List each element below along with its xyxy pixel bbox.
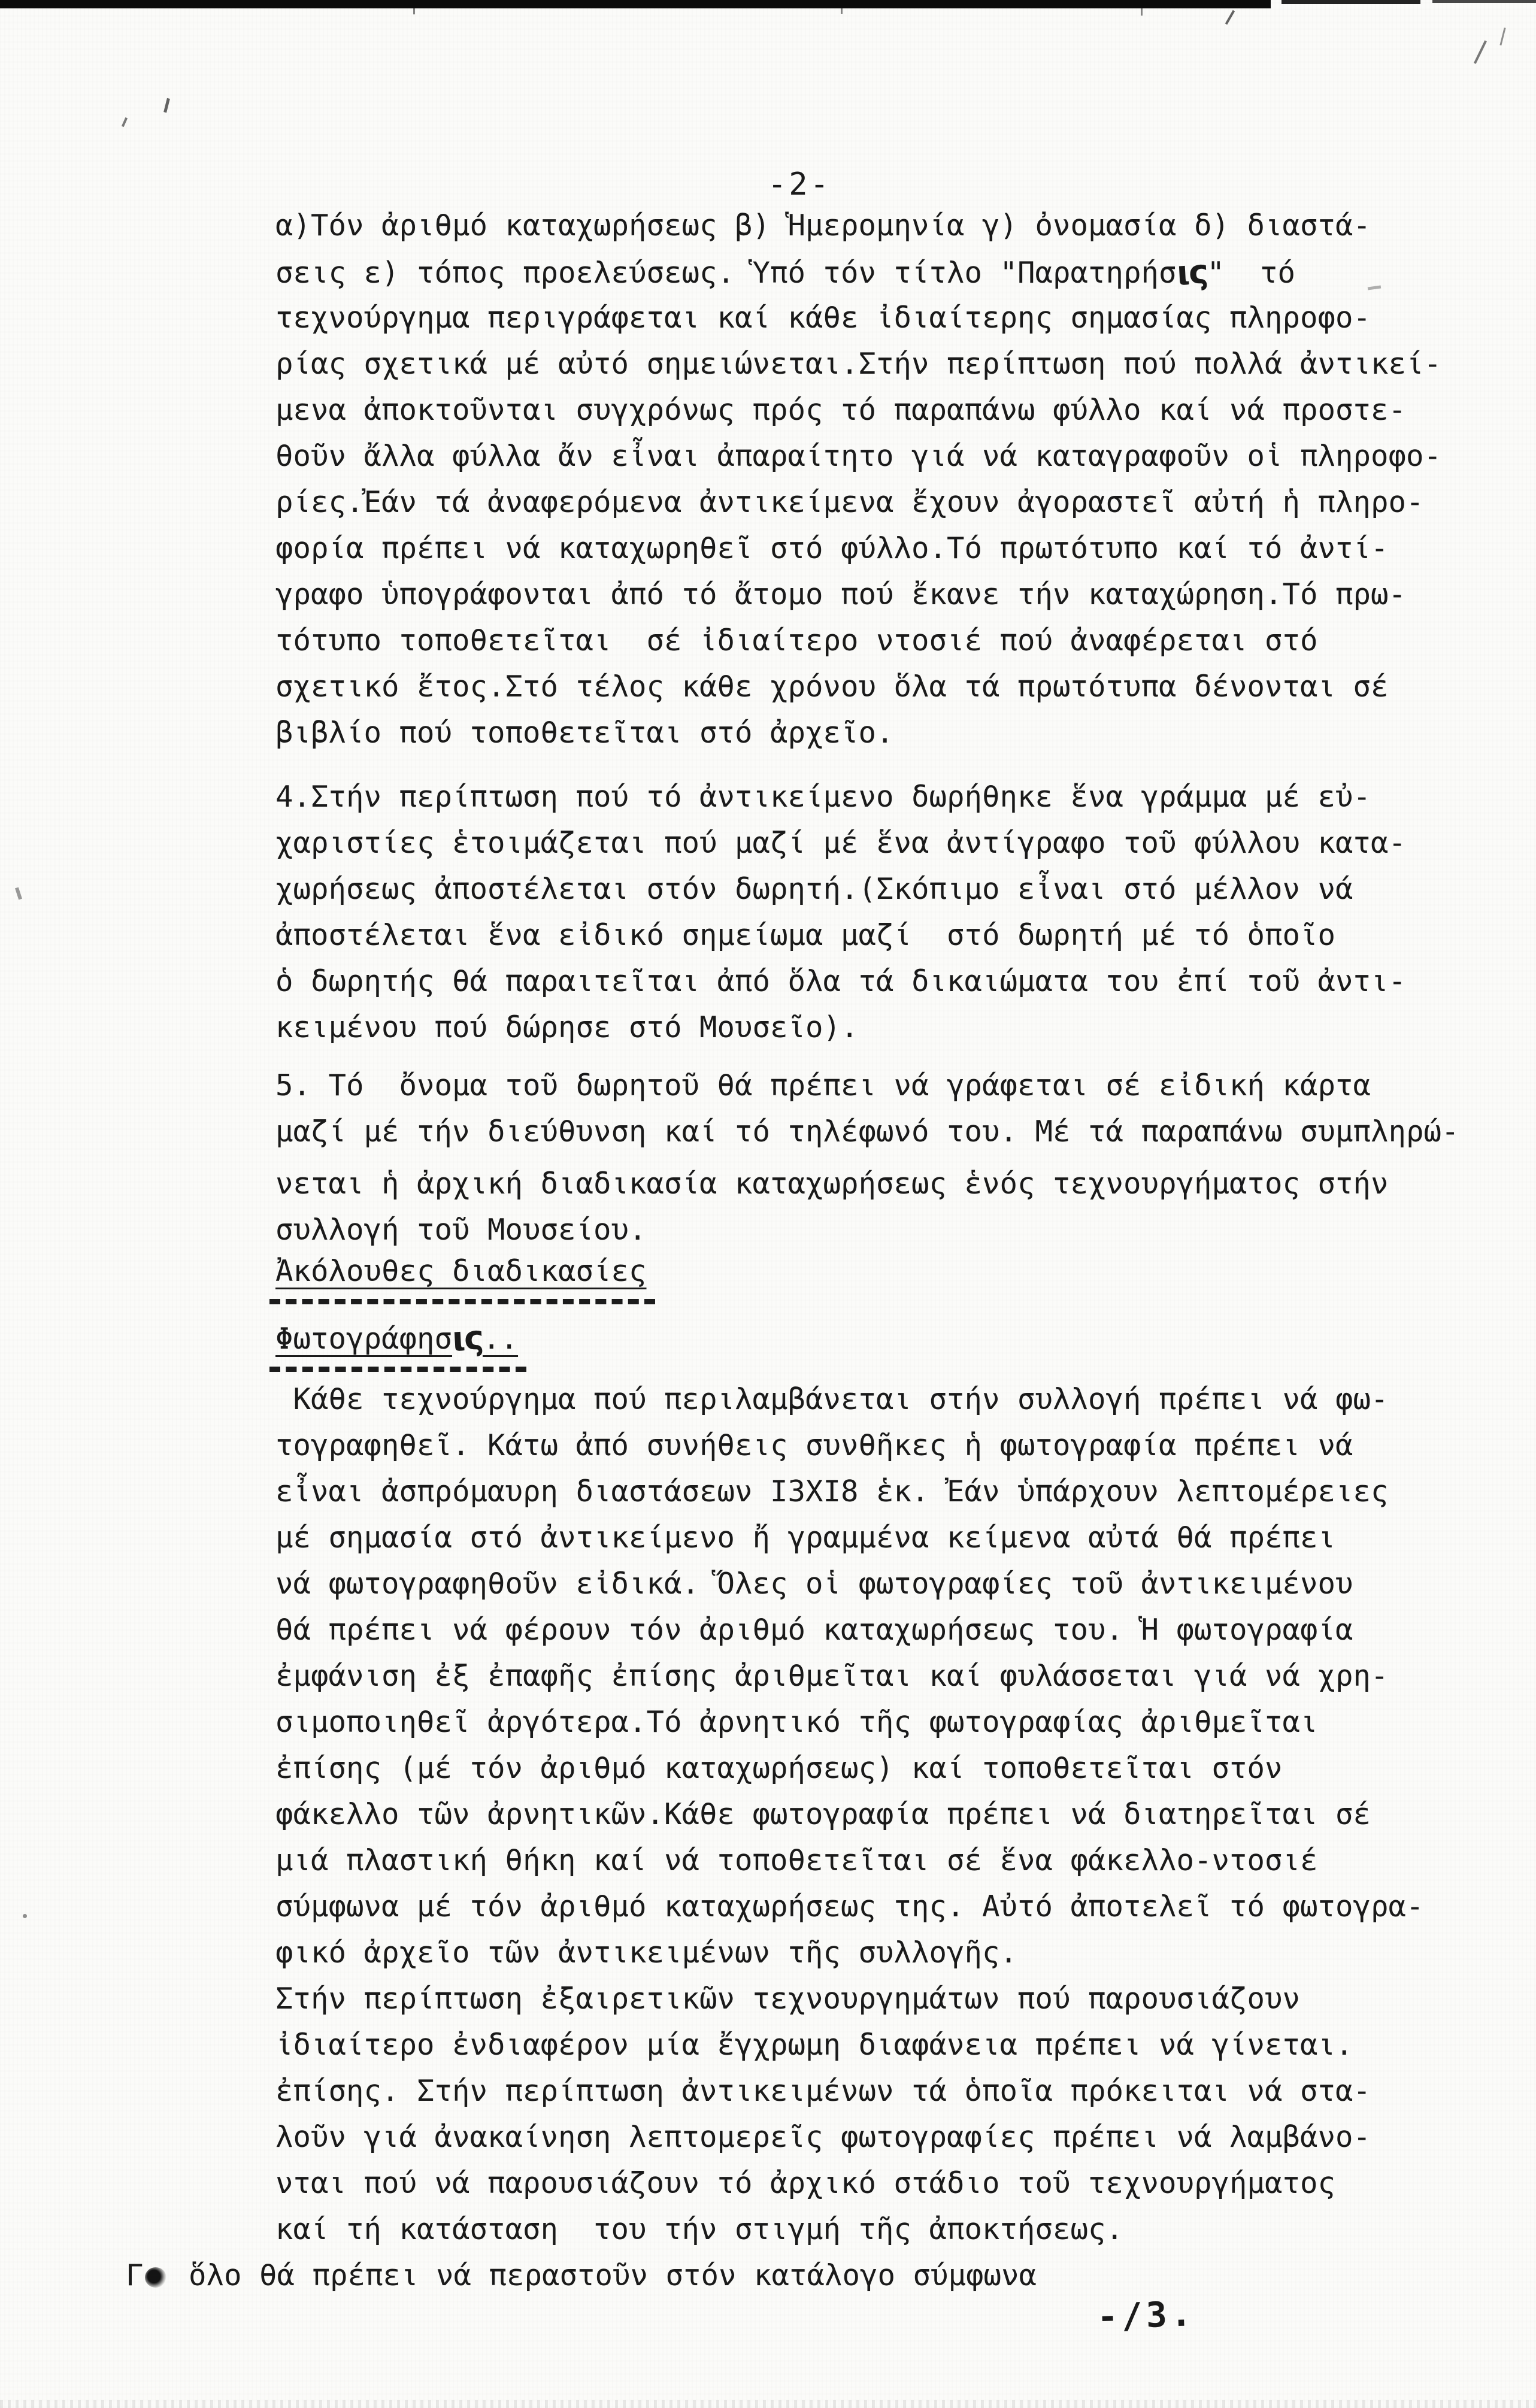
scan-artifact-noise <box>0 2400 1536 2408</box>
text-line: ρίας σχετικά μέ αὐτό σημειώνεται.Στήν περίπτωση πού πολλά ἀντικεί- <box>275 347 1442 381</box>
text-line: βιβλίο πού τοποθετεῖται στό ἀρχεῖο. <box>275 716 894 750</box>
text-line: ἐμφάνιση ἐξ ἐπαφῆς ἐπίσης ἀριθμεῖται καί φυλάσσεται γιά νά χρη- <box>275 1659 1389 1693</box>
text-line: σιμοποιηθεῖ ἀργότερα.Τό ἀρνητικό τῆς φωτογραφίας ἀριθμεῖται <box>275 1705 1318 1739</box>
text-line: ρίες.Ἐάν τά ἀναφερόμενα ἀντικείμενα ἔχουν ἀγοραστεῖ αὐτή ἡ πληρο- <box>275 485 1424 519</box>
text-line: ἀποστέλεται ἕνα εἰδικό σημείωμα μαζί στό δωρητή μέ τό ὁποῖο <box>275 918 1336 952</box>
text-line: λοῦν γιά ἀνακαίνηση λεπτομερεῖς φωτογραφίες πρέπει νά λαμβάνο- <box>275 2120 1371 2154</box>
document-body <box>126 202 1461 2298</box>
text-line: συλλογή τοῦ Μουσείου. <box>275 1213 647 1247</box>
scan-speckle <box>163 98 170 113</box>
scan-artifact-tick <box>413 8 415 14</box>
text-line: χωρήσεως ἀποστέλεται στόν δωρητή.(Σκόπιμο εἶναι στό μέλλον νά <box>275 872 1353 906</box>
text-line: Στήν περίπτωση ἐξαιρετικῶν τεχνουργημάτων πού παρουσιάζουν <box>275 1982 1301 2016</box>
text-line: εἶναι ἀσπρόμαυρη διαστάσεων Ι3ΧΙ8 ἑκ. Ἐάν ὑπάρχουν λεπτομέρειες <box>275 1474 1389 1509</box>
text-line: φικό ἀρχεῖο τῶν ἀντικειμένων τῆς συλλογῆς. <box>275 1936 1018 1970</box>
scan-speckle <box>1225 10 1235 25</box>
page-number: -2- <box>768 166 831 202</box>
text-line: χαριστίες ἑτοιμάζεται πού μαζί μέ ἕνα ἀντίγραφο τοῦ φύλλου κατα- <box>275 826 1407 860</box>
text-line: 4.Στήν περίπτωση πού τό ἀντικείμενο δωρήθηκε ἕνα γράμμα μέ εὐ- <box>275 780 1371 814</box>
text-line: Κάθε τεχνούργημα πού περιλαμβάνεται στήν συλλογή πρέπει νά φω- <box>275 1382 1389 1416</box>
text-line: μαζί μέ τήν διεύθυνση καί τό τηλέφωνό του. Μέ τά παραπάνω συμπληρώ- <box>275 1114 1459 1149</box>
text-line: θά πρέπει νά φέρουν τόν ἀριθμό καταχωρήσεως του. Ἡ φωτογραφία <box>275 1613 1353 1647</box>
text-line: τότυπο τοποθετεῖται σέ ἰδιαίτερο ντοσιέ πού ἀναφέρεται στό <box>275 623 1318 658</box>
text-line: μιά πλαστική θήκη καί νά τοποθετεῖται σέ ἕνα φάκελλο-ντοσιέ <box>275 1843 1318 1877</box>
section-heading-line <box>275 1248 1461 1294</box>
ink-blot <box>145 2267 166 2288</box>
scan-artifact-tick <box>841 8 843 14</box>
text-line: καί τή κατάσταση του τήν στιγμή τῆς ἀποκτήσεως. <box>275 2212 1124 2246</box>
text-line: μέ σημασία στό ἀντικείμενο ἤ γραμμένα κείμενα αὐτά θά πρέπει <box>275 1520 1336 1555</box>
text-line: Γ ὅλο θά πρέπει νά περαστοῦν στόν κατάλογο σύμφωνα <box>126 2258 1037 2292</box>
section-heading-line <box>275 1314 1461 1361</box>
text-line: ὁ δωρητής θά παραιτεῖται ἀπό ὅλα τά δικαιώματα του ἐπί τοῦ ἀντι- <box>275 964 1407 998</box>
scan-speckle <box>15 888 22 900</box>
text-line: θοῦν ἄλλα φύλλα ἄν εἶναι ἀπαραίτητο γιά νά καταγραφοῦν οἱ πληροφο- <box>275 439 1442 473</box>
text-line: μενα ἀποκτοῦνται συγχρόνως πρός τό παραπάνω φύλλο καί νά προστε- <box>275 393 1407 427</box>
section-heading: Ἀκόλουθες διαδικασίες <box>275 1248 647 1294</box>
handwritten-correction: ις <box>451 1318 484 1359</box>
text-line: γραφο ὑπογράφονται ἀπό τό ἄτομο πού ἔκανε τήν καταχώρηση.Τό πρω- <box>275 577 1407 611</box>
scan-artifact-bar <box>1281 0 1420 4</box>
scan-artifact-bar <box>1432 0 1536 3</box>
text-line: νεται ἡ ἀρχική διαδικασία καταχωρήσεως ἑνός τεχνουργήματος στήν <box>275 1167 1389 1201</box>
next-page-mark: -/3. <box>1096 2293 1196 2337</box>
text-line: α)Τόν ἀριθμό καταχωρήσεως β) Ἡμερομηνία γ) ὀνομασία δ) διαστά- <box>275 208 1371 243</box>
text-line: φορία πρέπει νά καταχωρηθεῖ στό φύλλο.Τό πρωτότυπο καί τό ἀντί- <box>275 531 1389 565</box>
text-line: τεχνούργημα περιγράφεται καί κάθε ἰδιαίτερης σημασίας πληροφο- <box>275 301 1371 335</box>
scan-speckle <box>122 117 128 127</box>
text-line: νται πού νά παρουσιάζουν τό ἀρχικό στάδιο τοῦ τεχνουργήματος <box>275 2166 1336 2200</box>
text-line: ἰδιαίτερο ἐνδιαφέρον μία ἔγχρωμη διαφάνεια πρέπει νά γίνεται. <box>275 2028 1353 2062</box>
text-line: ἐπίσης (μέ τόν ἀριθμό καταχωρήσεως) καί τοποθετεῖται στόν <box>275 1751 1283 1785</box>
text-line: 5. Τό ὄνομα τοῦ δωρητοῦ θά πρέπει νά γράφεται σέ εἰδική κάρτα <box>275 1068 1371 1102</box>
text-line: τογραφηθεῖ. Κάτω ἀπό συνήθεις συνθῆκες ἡ φωτογραφία πρέπει νά <box>275 1428 1353 1462</box>
text-line: νά φωτογραφηθοῦν εἰδικά. Ὅλες οἱ φωτογραφίες τοῦ ἀντικειμένου <box>275 1567 1353 1601</box>
section-heading: Φωτογράφησις.. <box>275 1314 518 1362</box>
text-line: κειμένου πού δώρησε στό Μουσεῖο). <box>275 1010 859 1044</box>
text-line: φάκελλο τῶν ἀρνητικῶν.Κάθε φωτογραφία πρέπει νά διατηρεῖται σέ <box>275 1797 1371 1831</box>
scan-speckle <box>23 1914 27 1918</box>
handwritten-correction: ις <box>1175 252 1208 293</box>
scan-speckle <box>1474 40 1487 64</box>
text-line: σχετικό ἔτος.Στό τέλος κάθε χρόνου ὅλα τά πρωτότυπα δένονται σέ <box>275 670 1389 704</box>
scan-artifact-bar <box>0 0 1271 8</box>
text-line: ἐπίσης. Στήν περίπτωση ἀντικειμένων τά ὁποῖα πρόκειται νά στα- <box>275 2074 1371 2108</box>
text-line: σεις ε) τόπος προελεύσεως. Ὑπό τόν τίτλο "Παρατηρήσις" τό <box>275 249 1461 295</box>
scan-speckle <box>1499 28 1505 46</box>
text-line: σύμφωνα μέ τόν ἀριθμό καταχωρήσεως της. Αὐτό ἀποτελεῖ τό φωτογρα- <box>275 1889 1424 1924</box>
scan-artifact-tick <box>1141 8 1143 16</box>
